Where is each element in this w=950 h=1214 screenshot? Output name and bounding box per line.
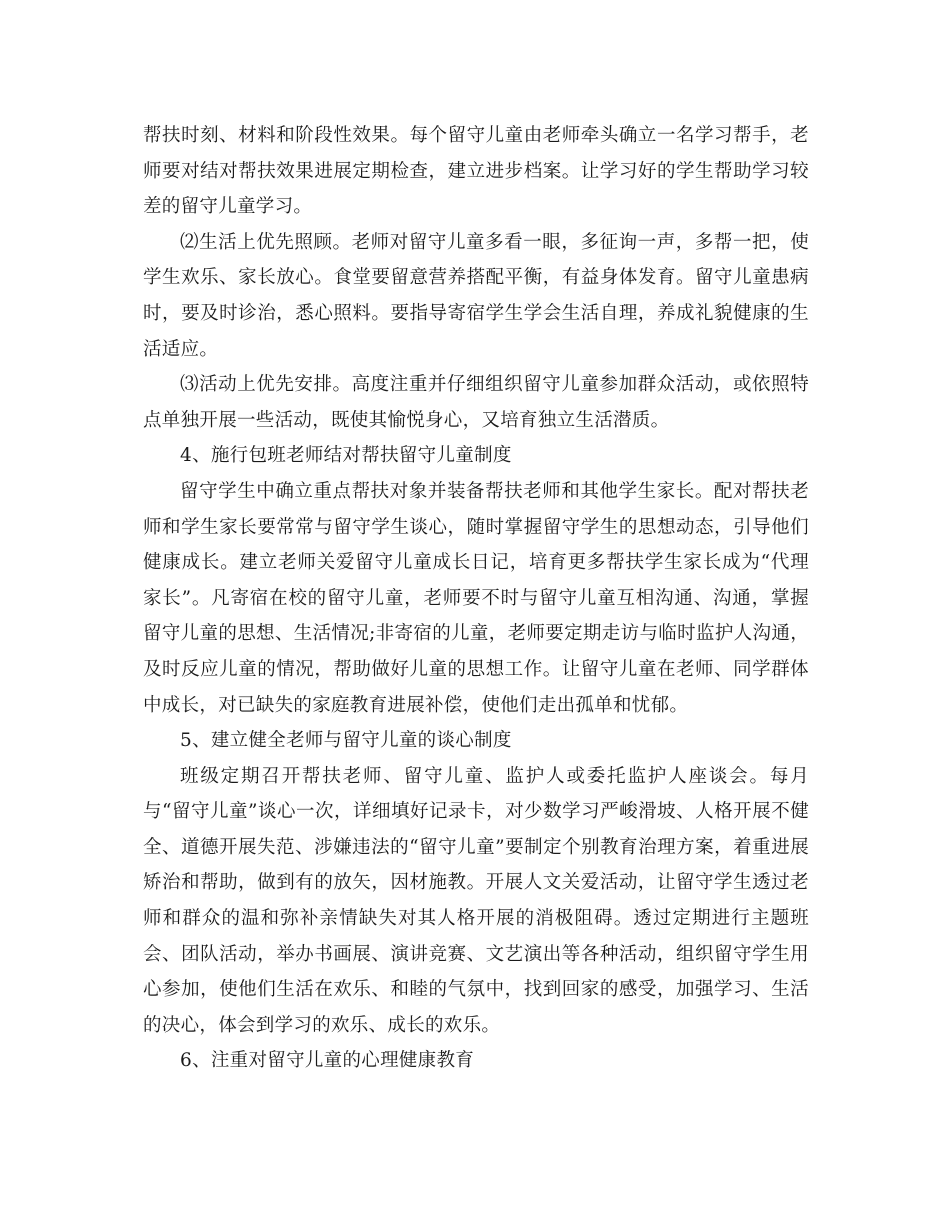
document-body xyxy=(143,118,809,1079)
section-heading-6: 6、注重对留守儿童的心理健康教育 xyxy=(180,1050,475,1072)
paragraph-life-care: ⑵生活上优先照顾。老师对留守儿童多看一眼，多征询一声，多帮一把，使学生欢乐、家长放心。食堂要留意营养搭配平衡，有益身体发育。留守儿童患病时，要及时诊治，悉心照料。要指导寄宿学生学会生活自理，养成礼貌健康的生活适应。 xyxy=(143,231,809,360)
section-heading-4: 4、施行包班老师结对帮扶留守儿童制度 xyxy=(180,445,512,467)
paragraph-talk-system: 班级定期召开帮扶老师、留守儿童、监护人或委托监护人座谈会。每月与“留守儿童”谈心一次，详细填好记录卡，对少数学习严峻滑坡、人格开展不健全、道德开展失范、涉嫌违法的“留守儿童”要制定个别教育治理方案，着重进展矫治和帮助，做到有的放矢，因材施教。开展人文关爱活动，让留守学生透过老师和群众的温和弥补亲情缺失对其人格开展的消极阻碍。透过定期进行主题班会、团队活动，举办书画展、演讲竞赛、文艺演出等各种活动，组织留守学生用心参加，使他们生活在欢乐、和睦的气氛中，找到回家的感受，加强学习、生活的决心，体会到学习的欢乐、成长的欢乐。 xyxy=(143,765,809,1036)
paragraph-activities: ⑶活动上优先安排。高度注重并仔细组织留守儿童参加群众活动，或依照特点单独开展一些活动，既使其愉悦身心，又培育独立生活潜质。 xyxy=(143,374,809,431)
paragraph-continued: 帮扶时刻、材料和阶段性效果。每个留守儿童由老师牵头确立一名学习帮手，老师要对结对帮扶效果进展定期检查，建立进步档案。让学习好的学生帮助学习较差的留守儿童学习。 xyxy=(143,125,809,218)
section-heading-5: 5、建立健全老师与留守儿童的谈心制度 xyxy=(180,730,512,752)
paragraph-pairing-system: 留守学生中确立重点帮扶对象并装备帮扶老师和其他学生家长。配对帮扶老师和学生家长要常常与留守学生谈心，随时掌握留守学生的思想动态，引导他们健康成长。建立老师关爱留守儿童成长日记，培育更多帮扶学生家长成为“代理家长”。凡寄宿在校的留守儿童，老师要不时与留守儿童互相沟通、沟通，掌握留守儿童的思想、生活情况;非寄宿的儿童，老师要定期走访与临时监护人沟通，及时反应儿童的情况，帮助做好儿童的思想工作。让留守儿童在老师、同学群体中成长，对已缺失的家庭教育进展补偿，使他们走出孤单和忧郁。 xyxy=(143,480,809,716)
